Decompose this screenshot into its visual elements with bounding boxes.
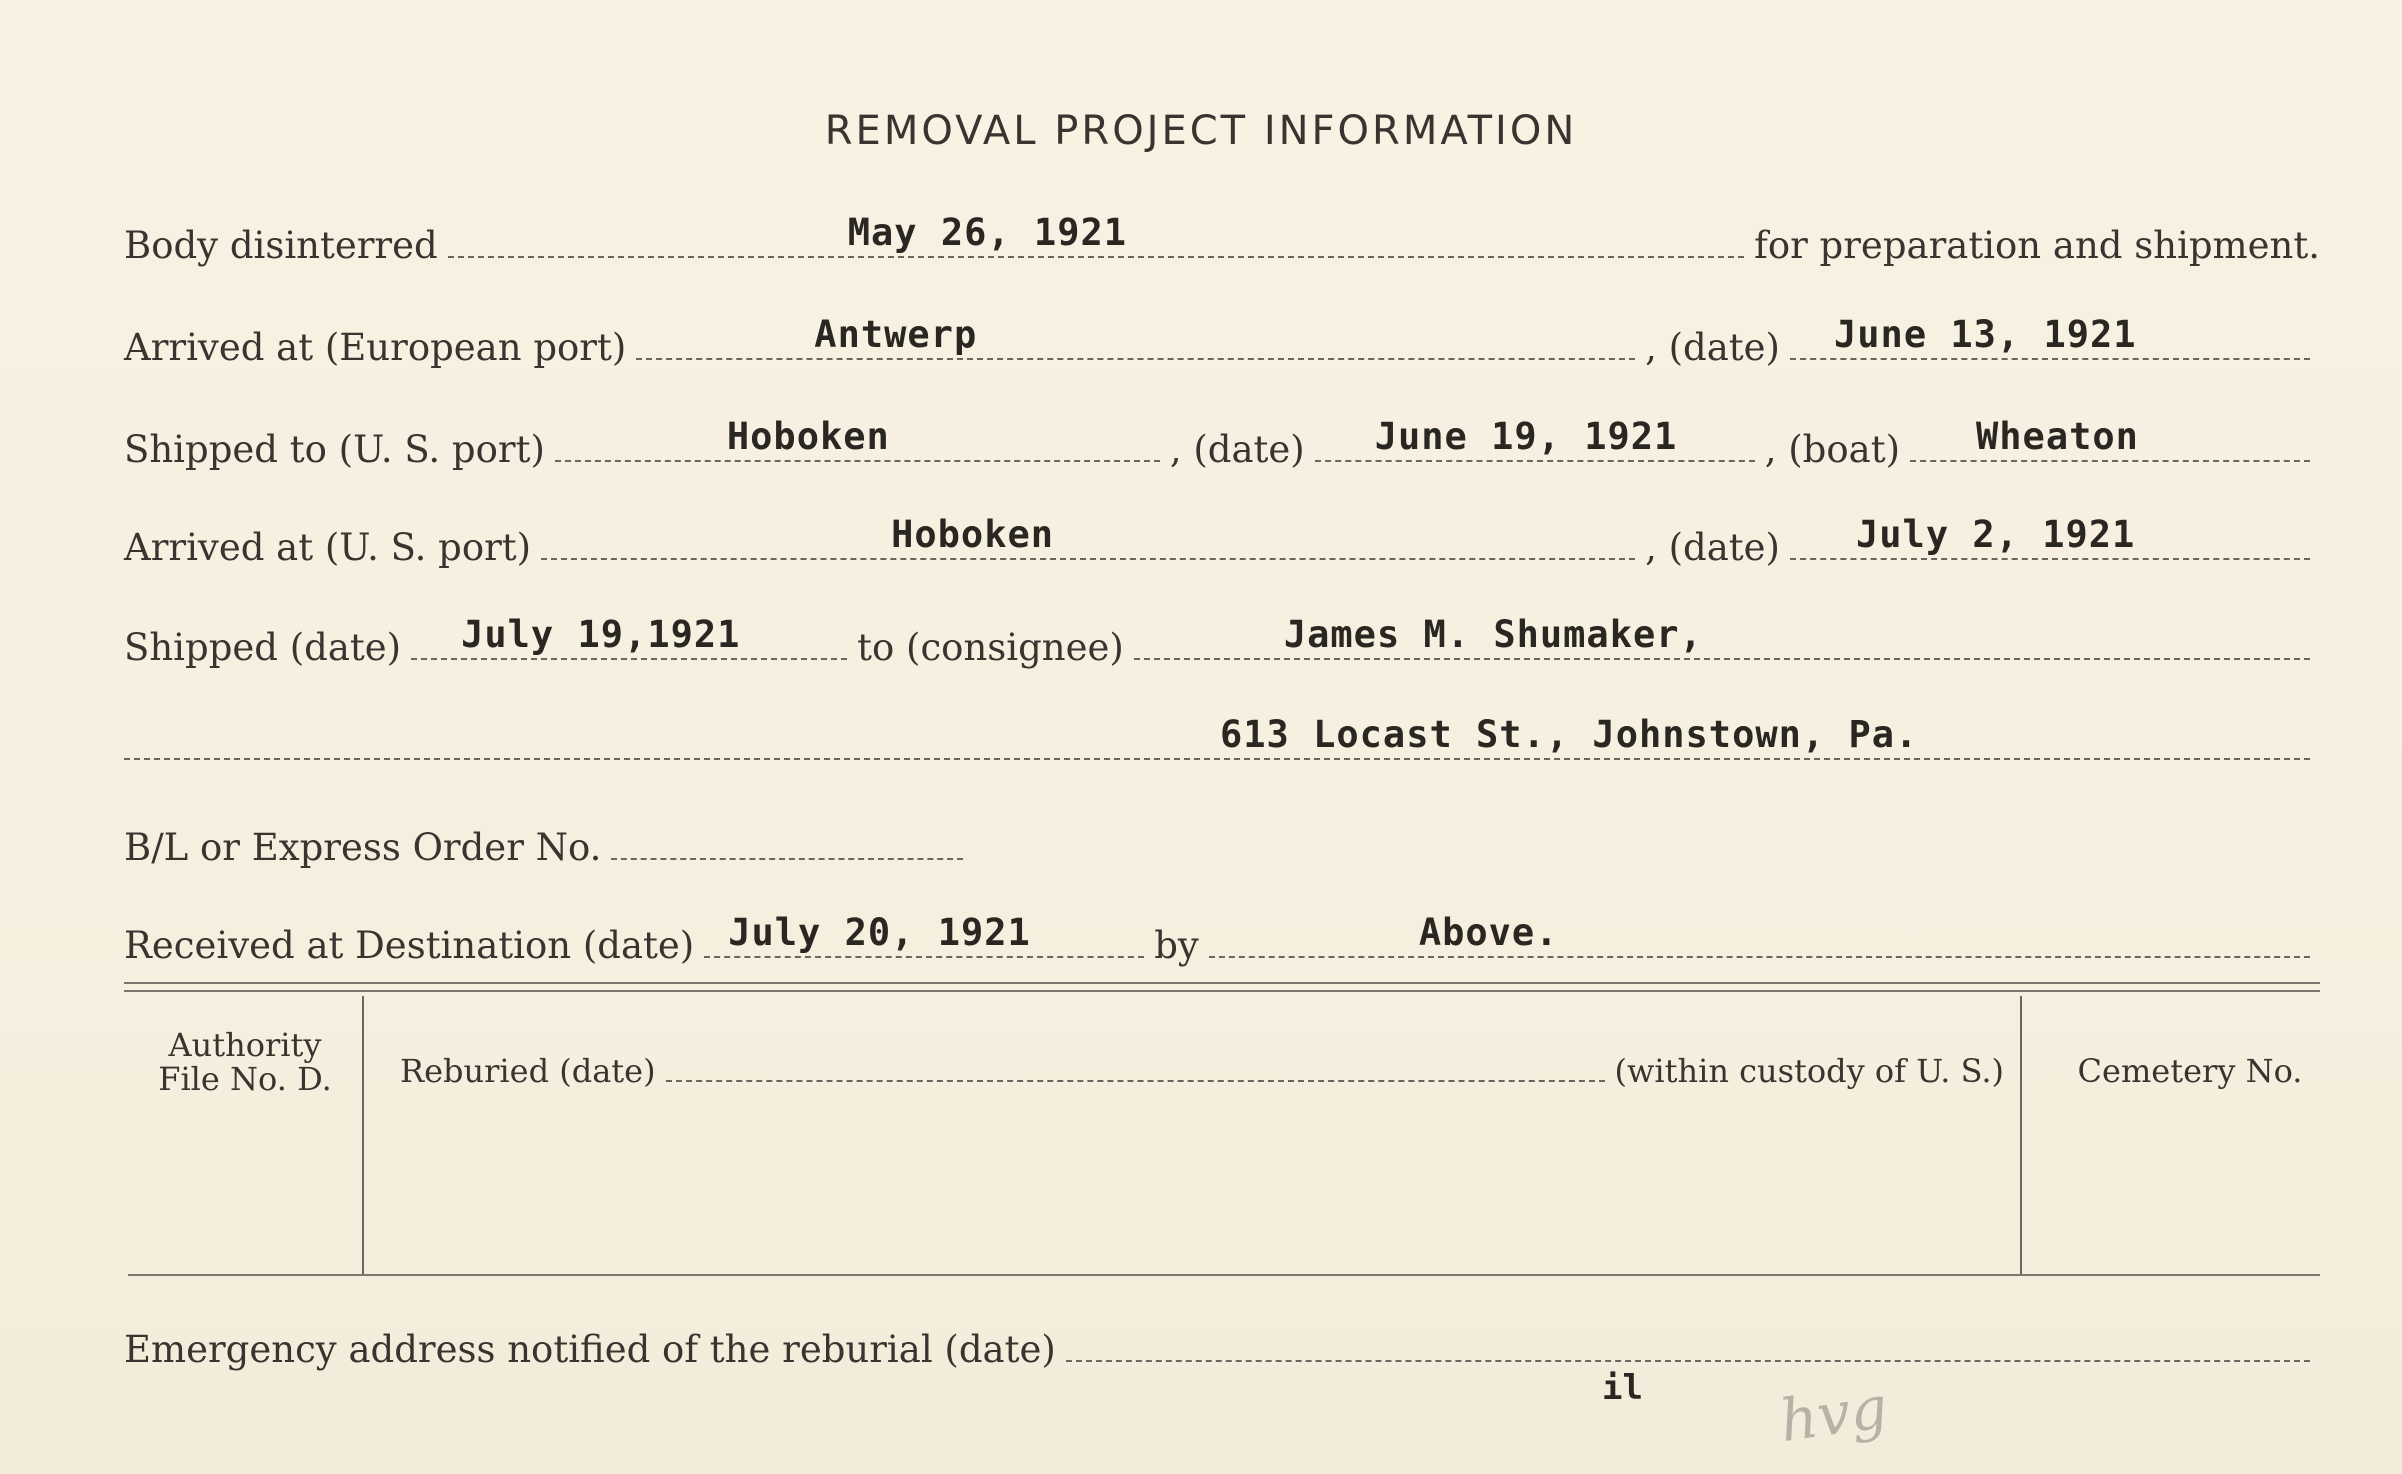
custody-label: (within custody of U. S.): [1614, 1052, 2004, 1090]
boat-label: , (boat): [1764, 428, 1900, 471]
european-port-field[interactable]: [636, 313, 1635, 360]
received-by-field[interactable]: [1209, 911, 2310, 958]
box-divider-left: [362, 996, 364, 1274]
consignee-field[interactable]: [1134, 613, 2310, 660]
consignee-value: James M. Shumaker,: [1283, 613, 1703, 656]
us-port-value: Hoboken: [726, 415, 890, 458]
rule-top-1: [124, 982, 2320, 984]
row-shipped-date: [124, 613, 2320, 669]
cemetery-no-label: Cemetery No.: [2077, 1052, 2303, 1090]
address-value: 613 Locast St., Johnstown, Pa.: [1220, 713, 1919, 756]
emergency-label: Emergency address notified of the reburial (date): [124, 1328, 1056, 1371]
shipped-field[interactable]: [411, 613, 847, 660]
bl-order-label: B/L or Express Order No.: [124, 826, 602, 869]
emergency-date-field[interactable]: [1066, 1326, 2310, 1362]
row-received: [124, 911, 2320, 967]
by-label: by: [1154, 924, 1199, 967]
arrived-us-port-value: Hoboken: [891, 513, 1055, 556]
arrived-european-label: Arrived at (European port): [124, 326, 627, 369]
european-date-field[interactable]: [1790, 313, 2310, 360]
shipped-date-label: , (date): [1169, 428, 1305, 471]
row-reburied: [400, 1052, 2004, 1090]
preparation-suffix: for preparation and shipment.: [1754, 224, 2320, 267]
european-date-label: , (date): [1645, 326, 1780, 369]
european-port-value: Antwerp: [814, 313, 978, 356]
consignee-label: to (consignee): [857, 626, 1124, 669]
rule-bottom: [128, 1274, 2320, 1276]
rule-top-2: [124, 990, 2320, 992]
row-arrived-us: [124, 513, 2320, 569]
us-port-field[interactable]: [555, 415, 1160, 462]
row-body-disinterred: [124, 211, 2320, 267]
shipped-date-field[interactable]: [1315, 415, 1755, 462]
shipped-label: Shipped (date): [124, 626, 402, 669]
received-label: Received at Destination (date): [124, 924, 695, 967]
received-date-value: July 20, 1921: [728, 911, 1031, 954]
arrived-us-date-value: July 2, 1921: [1856, 513, 2136, 556]
pencil-initials: hvg: [1775, 1372, 1892, 1456]
body-disinterred-label: Body disinterred: [124, 224, 438, 267]
arrived-us-label: Arrived at (U. S. port): [124, 526, 532, 569]
shipped-us-label: Shipped to (U. S. port): [124, 428, 545, 471]
boat-field[interactable]: [1910, 415, 2310, 462]
arrived-us-port-field[interactable]: [541, 513, 1635, 560]
received-by-value: Above.: [1418, 911, 1559, 954]
footer-mark: il: [1602, 1368, 1643, 1408]
bl-order-field[interactable]: [611, 824, 963, 860]
body-disinterred-value: May 26, 1921: [847, 211, 1128, 254]
row-bl-order: [124, 824, 2320, 869]
address-field[interactable]: [124, 713, 2310, 760]
row-arrived-european: [124, 313, 2320, 369]
row-shipped-us: [124, 415, 2320, 471]
authority-file-label: Authority File No. D.: [158, 1026, 332, 1098]
card-title: REMOVAL PROJECT INFORMATION: [824, 108, 1578, 154]
shipped-value: July 19,1921: [461, 613, 741, 656]
european-date-value: June 13, 1921: [1834, 313, 2137, 356]
box-divider-right: [2020, 996, 2022, 1274]
arrived-us-date-label: , (date): [1645, 526, 1780, 569]
row-emergency: [124, 1326, 2320, 1371]
row-address: [124, 713, 2320, 760]
reburied-date-field[interactable]: [666, 1052, 1605, 1082]
reburied-label: Reburied (date): [400, 1052, 656, 1090]
arrived-us-date-field[interactable]: [1790, 513, 2310, 560]
body-disinterred-field[interactable]: [448, 211, 1744, 258]
boat-value: Wheaton: [1976, 415, 2139, 458]
shipped-date-value: June 19, 1921: [1374, 415, 1678, 458]
received-date-field[interactable]: [704, 911, 1144, 958]
